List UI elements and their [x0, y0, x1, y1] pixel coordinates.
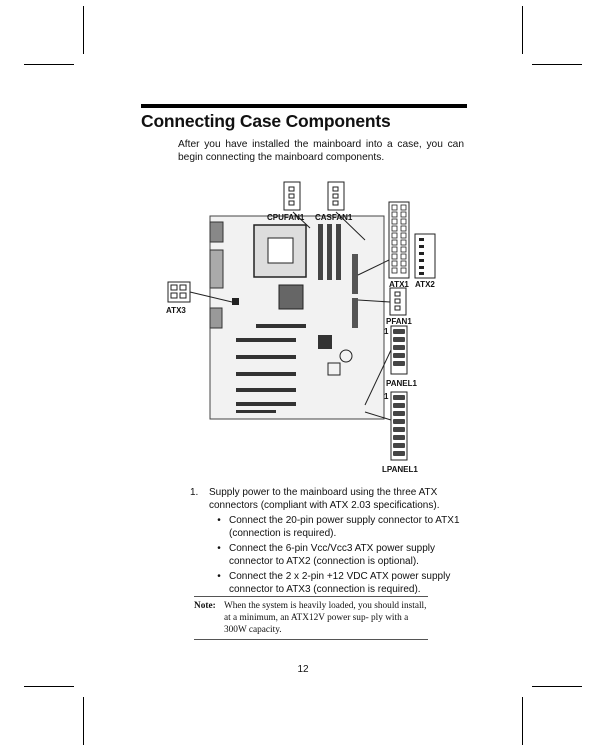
page-number: 12	[297, 664, 309, 675]
rear-io-ports	[210, 250, 223, 288]
rear-io-ports	[210, 222, 223, 242]
pci-slot	[236, 338, 296, 342]
label-atx3: ATX3	[166, 306, 186, 315]
atx3-on-board	[232, 298, 239, 305]
label-atx2: ATX2	[415, 280, 435, 289]
label-lpanel1: LPANEL1	[382, 465, 418, 474]
label-pin1: 1	[384, 327, 389, 336]
bullet-icon: •	[217, 515, 221, 526]
label-cpufan1: CPUFAN1	[267, 213, 305, 222]
dimm-slot	[327, 224, 332, 280]
mainboard-diagram	[160, 180, 450, 480]
cpufan-connector	[284, 182, 300, 210]
list-item	[190, 571, 470, 596]
label-panel1: PANEL1	[386, 379, 417, 388]
crop-mark	[24, 64, 74, 65]
rear-io-ports	[210, 308, 222, 328]
crop-mark	[83, 697, 84, 745]
pci-slot	[236, 388, 296, 392]
list-item	[190, 543, 470, 568]
note-box	[194, 596, 428, 640]
bullet-text: Connect the 2 x 2-pin +12 VDC ATX power supply connector to ATX3 (connection is required).	[229, 571, 451, 595]
dimm-slot	[318, 224, 323, 280]
northbridge-chip	[279, 285, 303, 309]
crop-mark	[522, 697, 523, 745]
panel1-header	[391, 326, 407, 374]
label-pfan1: PFAN1	[386, 317, 412, 326]
casfan-connector	[328, 182, 344, 210]
note-label: Note:	[194, 601, 216, 611]
cpu-socket-core	[268, 238, 293, 263]
crop-mark	[522, 6, 523, 54]
ide-header	[352, 298, 358, 328]
pci-slot	[236, 372, 296, 376]
bullet-icon: •	[217, 543, 221, 554]
southbridge-chip	[318, 335, 332, 349]
pci-slot	[236, 402, 296, 406]
heading-rule	[141, 104, 467, 108]
crop-mark	[532, 64, 582, 65]
list-item	[190, 515, 470, 540]
dimm-slot	[336, 224, 341, 280]
label-pin1: 1	[384, 392, 389, 401]
lpanel1-header	[391, 392, 407, 460]
crop-mark	[24, 686, 74, 687]
instruction-list	[190, 487, 470, 596]
label-casfan1: CASFAN1	[315, 213, 353, 222]
crop-mark	[532, 686, 582, 687]
bullet-icon: •	[217, 571, 221, 582]
intro-paragraph: After you have installed the mainboard into a case, you can begin connecting the mainboard components.	[178, 139, 464, 163]
agp-slot	[256, 324, 306, 328]
ide-header	[352, 254, 358, 294]
list-item	[190, 487, 470, 512]
pci-slot	[236, 355, 296, 359]
bullet-text: Connect the 6-pin Vcc/Vcc3 ATX power supply connector to ATX2 (connection is optional).	[229, 543, 436, 567]
bullet-text: Connect the 20-pin power supply connector to ATX1 (connection is required).	[229, 515, 460, 539]
label-atx1: ATX1	[389, 280, 409, 289]
note-text: When the system is heavily loaded, you should install, at a minimum, an ATX12V power sup- ply with a 300W capacity.	[224, 601, 427, 635]
page-title: Connecting Case Components	[141, 111, 391, 131]
crop-mark	[83, 6, 84, 54]
step-text: Supply power to the mainboard using the three ATX connectors (compliant with ATX 2.03 specifications).	[209, 487, 440, 511]
step-number: 1.	[190, 487, 199, 498]
small-header	[236, 410, 276, 413]
atx2-connector	[415, 234, 435, 278]
